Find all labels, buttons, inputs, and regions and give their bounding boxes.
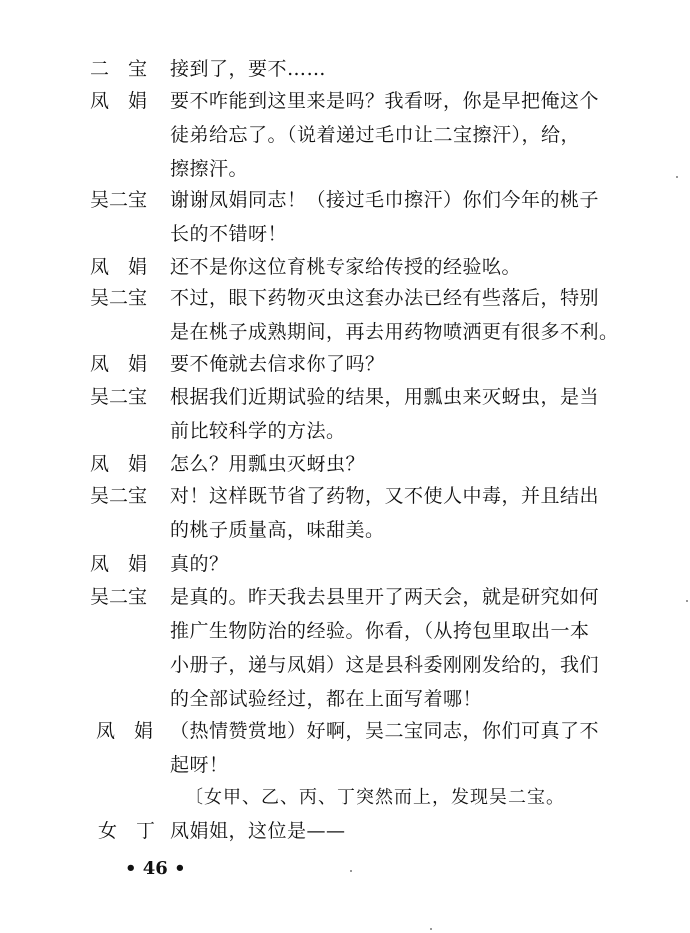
speaker-name: 凤 娟: [90, 256, 148, 278]
speaker-name: 凤 娟: [90, 90, 148, 112]
speech-line: 要不俺就去信求你了吗？: [170, 353, 385, 375]
speech-text: [170, 255, 630, 289]
speech-text: [170, 585, 630, 721]
speech-text: [170, 819, 630, 853]
speaker-name: 凤 娟: [96, 720, 154, 742]
speech-line: 对！这样既节省了药物，又不使人中毒，并且结出: [170, 485, 600, 507]
speech-line: 不过，眼下药物灭虫这套办法已经有些落后，特别: [170, 287, 600, 309]
speaker-name: 凤 娟: [90, 453, 148, 475]
speech-line: 小册子，递与凤娟）这是县科委刚刚发给的，我们: [170, 654, 600, 676]
speech-line: 怎么？用瓢虫灭蚜虫？: [170, 453, 366, 475]
speech-text: [170, 385, 630, 453]
stage-direction: 〔女甲、乙、丙、丁突然而上，发现吴二宝。: [185, 787, 565, 808]
speech-line: 是真的。昨天我去县里开了两天会，就是研究如何: [170, 586, 600, 608]
speech-line: 的桃子质量高，味甜美。: [170, 519, 385, 541]
speech-line: 要不咋能到这里来是吗？我看呀，你是早把俺这个: [170, 90, 600, 112]
speech-line: 推广生物防治的经验。你看，（从挎包里取出一本: [170, 620, 590, 642]
speaker-name: 吴二宝: [90, 586, 148, 608]
speech-line: 根据我们近期试验的结果，用瓢虫来灭蚜虫，是当: [170, 386, 600, 408]
speech-line: （热情赞赏地）好啊，吴二宝同志，你们可真了不: [170, 720, 600, 742]
speech-line: 擦擦汗。: [170, 158, 249, 180]
scan-speck: [686, 600, 688, 602]
speech-text: [170, 719, 630, 787]
speaker-name: 吴二宝: [90, 485, 148, 507]
speech-text: [170, 352, 630, 386]
speech-line: 的全部试验经过，都在上面写着哪！: [170, 688, 483, 710]
speech-text: [170, 57, 630, 91]
speech-text: [170, 188, 630, 256]
scan-speck: [430, 928, 432, 930]
speech-text: [170, 552, 630, 586]
speech-line: 接到了，要不……: [170, 58, 327, 80]
speech-line: 谢谢凤娟同志！（接过毛巾擦汗）你们今年的桃子: [170, 189, 600, 211]
speech-line: 是在桃子成熟期间，再去用药物喷洒更有很多不利。: [170, 321, 619, 343]
speaker-name: 女 丁: [98, 820, 156, 842]
speaker-name: 凤 娟: [90, 353, 148, 375]
speech-text: [170, 286, 630, 354]
speaker-name: 凤 娟: [90, 553, 148, 575]
speech-line: 前比较科学的方法。: [170, 420, 346, 442]
speech-line: 长的不错呀！: [170, 223, 288, 245]
speech-text: [170, 484, 630, 552]
page-number: • 46 •: [125, 858, 186, 879]
speech-text: [170, 89, 630, 191]
scan-speck: [350, 870, 352, 872]
speech-line: 徒弟给忘了。（说着递过毛巾让二宝擦汗），给，: [170, 124, 581, 146]
speech-text: [170, 452, 630, 486]
speaker-name: 吴二宝: [90, 189, 148, 211]
speaker-name: 二 宝: [90, 58, 148, 80]
scan-speck: [676, 176, 678, 178]
speech-line: 真的？: [170, 553, 229, 575]
speech-line: 起呀！: [170, 754, 229, 776]
speaker-name: 吴二宝: [90, 287, 148, 309]
speech-line: 还不是你这位育桃专家给传授的经验吆。: [170, 256, 522, 278]
speech-line: 凤娟姐，这位是——: [170, 820, 346, 842]
speaker-name: 吴二宝: [90, 386, 148, 408]
